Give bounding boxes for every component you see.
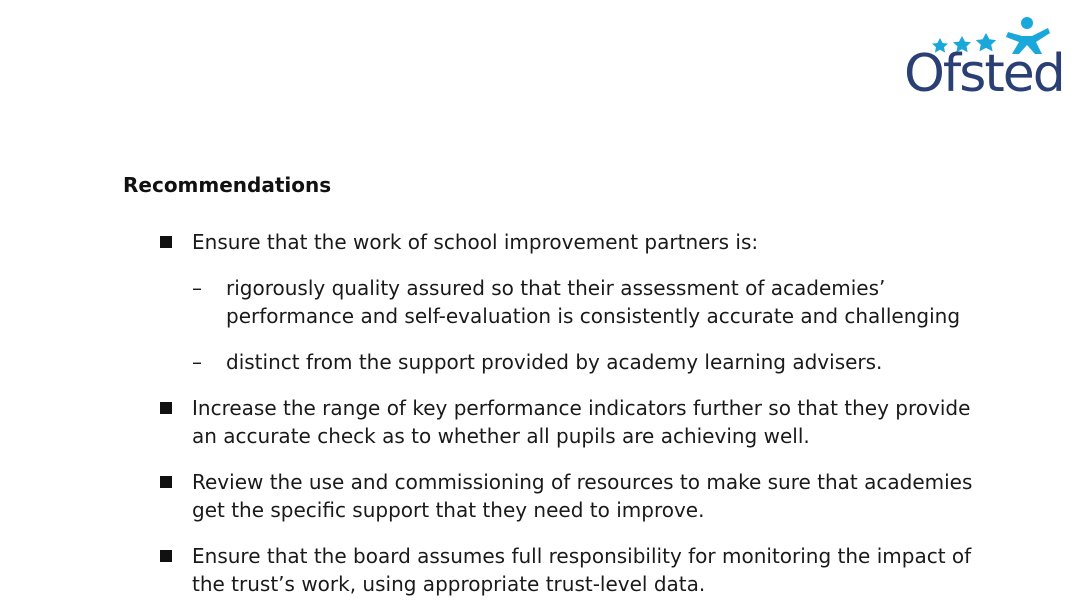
ofsted-logo xyxy=(900,14,1064,104)
logo-wordmark: Ofsted xyxy=(904,44,1064,104)
dash-bullet-icon: – xyxy=(192,350,202,374)
square-bullet-icon xyxy=(160,402,172,414)
recommendation-text: Ensure that the work of school improvement partners is: xyxy=(192,230,759,254)
sub-list-item xyxy=(192,274,1000,330)
recommendation-item xyxy=(160,394,1000,450)
recommendation-item xyxy=(160,542,1000,598)
recommendation-text: Ensure that the board assumes full responsibility for monitoring the impact of the trust’s work, using appropriate trust-level data. xyxy=(192,544,972,596)
square-bullet-icon xyxy=(160,550,172,562)
square-bullet-icon xyxy=(160,236,172,248)
sub-list xyxy=(192,274,1000,376)
square-bullet-icon xyxy=(160,476,172,488)
recommendation-text: Review the use and commissioning of resources to make sure that academies get the specific support that they need to improve. xyxy=(192,470,973,522)
recommendation-text: Increase the range of key performance indicators further so that they provide an accurate check as to whether all pupils are achieving well. xyxy=(192,396,971,448)
recommendation-item xyxy=(160,468,1000,524)
section-heading: Recommendations xyxy=(123,173,332,197)
recommendation-item xyxy=(160,228,1000,376)
recommendations-list xyxy=(160,228,1000,616)
dash-bullet-icon: – xyxy=(192,276,202,300)
sub-list-item xyxy=(192,348,1000,376)
sub-item-text: distinct from the support provided by academy learning advisers. xyxy=(226,350,883,374)
sub-item-text: rigorously quality assured so that their assessment of academies’ performance and self-evaluation is consistently accurate and challenging xyxy=(226,276,961,328)
